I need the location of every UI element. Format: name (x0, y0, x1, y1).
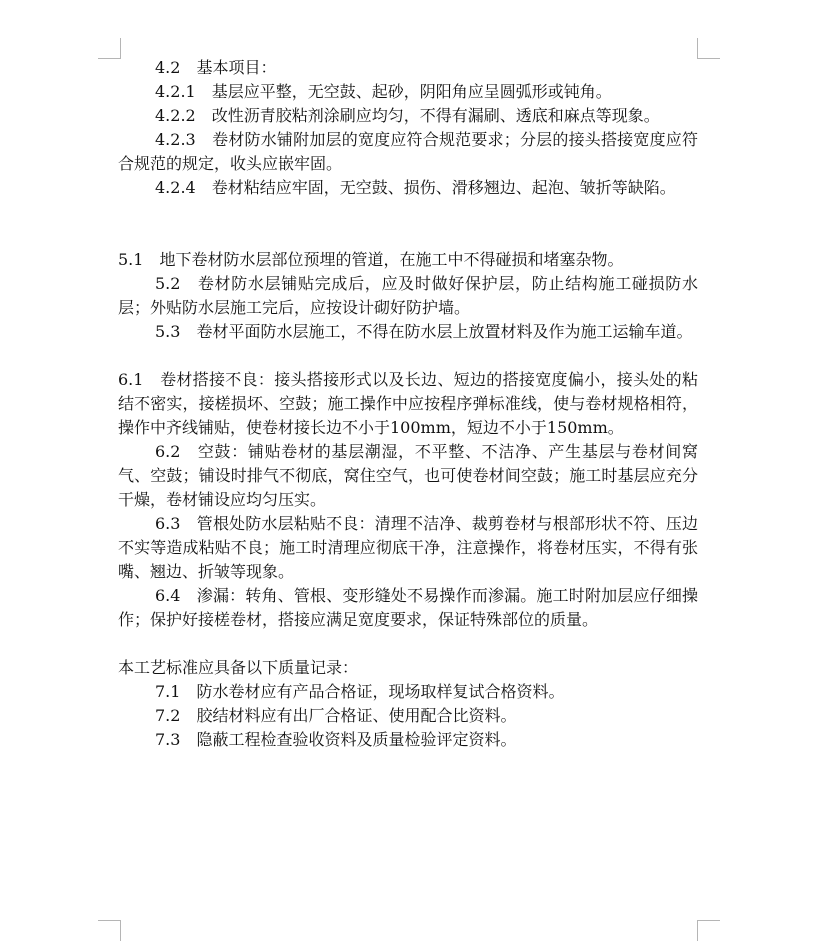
paragraph-4-2: 4.2 基本项目： (155, 58, 277, 77)
document-body (118, 56, 698, 752)
paragraph-7-3: 7.3 隐蔽工程检查验收资料及质量检验评定资料。 (155, 730, 517, 749)
paragraph-6-2: 6.2 空鼓：铺贴卷材的基层潮湿，不平整、不洁净、产生基层与卷材间窝气、空鼓；铺设时排气不彻底，窝住空气，也可使卷材间空鼓；施工时基层应充分干燥，卷材铺设应均匀压实。 (118, 442, 698, 509)
paragraph-7-1: 7.1 防水卷材应有产品合格证，现场取样复试合格资料。 (155, 682, 565, 701)
paragraph-records-intro: 本工艺标准应具备以下质量记录： (118, 658, 359, 677)
paragraph-4-2-1: 4.2.1 基层应平整，无空鼓、起砂，阴阳角应呈圆弧形或钝角。 (155, 82, 612, 101)
paragraph-4-2-3: 4.2.3 卷材防水铺附加层的宽度应符合规范要求；分层的接头搭接宽度应符合规范的规定，收头应嵌牢固。 (118, 130, 698, 173)
section-spacer (118, 200, 698, 248)
crop-mark-bottom-left (98, 920, 121, 941)
crop-mark-top-right (697, 38, 720, 59)
paragraph-5-2: 5.2 卷材防水层铺贴完成后，应及时做好保护层，防止结构施工碰损防水层；外贴防水层施工完后，应按设计砌好防护墙。 (118, 274, 698, 317)
paragraph-6-4: 6.4 渗漏：转角、管根、变形缝处不易操作而渗漏。施工时附加层应仔细操作；保护好接槎卷材，搭接应满足宽度要求，保证特殊部位的质量。 (118, 586, 698, 629)
paragraph-4-2-4: 4.2.4 卷材粘结应牢固，无空鼓、损伤、滑移翘边、起泡、皱折等缺陷。 (155, 178, 676, 197)
section-spacer (118, 344, 698, 368)
paragraph-6-3: 6.3 管根处防水层粘贴不良：清理不洁净、裁剪卷材与根部形状不符、压边不实等造成粘贴不良；施工时清理应彻底干净，注意操作，将卷材压实，不得有张嘴、翘边、折皱等现象。 (118, 514, 698, 581)
paragraph-7-2: 7.2 胶结材料应有出厂合格证、使用配合比资料。 (155, 706, 517, 725)
crop-mark-bottom-right (697, 920, 720, 941)
paragraph-4-2-2: 4.2.2 改性沥青胶粘剂涂刷应均匀，不得有漏刷、透底和麻点等现象。 (155, 106, 660, 125)
paragraph-6-1: 6.1 卷材搭接不良：接头搭接形式以及长边、短边的搭接宽度偏小，接头处的粘结不密实，接槎损坏、空鼓；施工操作中应按程序弹标准线，使与卷材规格相符，操作中齐线铺贴，使卷材接长边不小于100mm，短边不小于150mm。 (118, 370, 698, 437)
paragraph-5-1: 5.1 地下卷材防水层部位预埋的管道，在施工中不得碰损和堵塞杂物。 (118, 250, 624, 269)
paragraph-5-3: 5.3 卷材平面防水层施工，不得在防水层上放置材料及作为施工运输车道。 (155, 322, 693, 341)
section-spacer (118, 632, 698, 656)
